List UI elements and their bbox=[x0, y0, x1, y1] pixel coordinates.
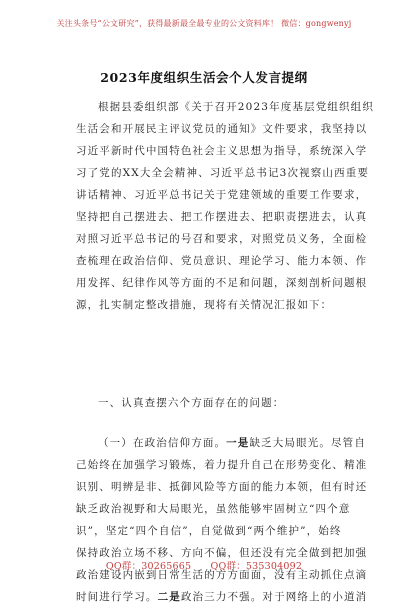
intro-line: 习了党的XX大全会精神、习近平总书记3次视察山西重要 bbox=[76, 167, 370, 179]
intro-line: 根据县委组织部《关于召开2023年度基层党组织组织 bbox=[98, 101, 374, 113]
last-line-rest: 政治三力不强。对于网络上的小道消 bbox=[180, 591, 368, 603]
last-line bbox=[76, 586, 368, 608]
sub-lead-bold: 一是 bbox=[226, 437, 250, 449]
sub-line: 己始终在加强学习锻炼，着力提升自己在形势变化、精准 bbox=[76, 459, 368, 471]
section-heading-block bbox=[76, 392, 342, 414]
intro-line: 对照习近平总书记的号召和要求，对照党员义务，全面检 bbox=[76, 233, 368, 245]
intro-line: 生活会和开展民主评议党员的通知》文件要求，我坚持以 bbox=[76, 123, 368, 135]
section-heading: 一、认真查摆六个方面存在的问题： bbox=[98, 397, 285, 409]
sub-line: 政治建设内嵌到日常生活的方方面面，没有主动抓住点滴 bbox=[76, 569, 368, 581]
intro-line: 用发挥、纪律作风等方面的不足和问题，深刻剖析问题根 bbox=[76, 277, 368, 289]
qq-group-2: QQ群：535304092 bbox=[210, 561, 303, 572]
sub-line: 识”，坚定“四个自信”，自觉做到“两个维护”，始终 bbox=[76, 525, 342, 537]
sub-line: 保持政治立场不移、方向不偏，但还没有完全做到把加强 bbox=[76, 547, 368, 559]
political-belief-paragraph bbox=[76, 432, 368, 608]
sub-lead-line bbox=[76, 432, 366, 454]
sub-lead-rest: 缺乏大局眼光。尽管自 bbox=[249, 437, 366, 449]
sub-line: 缺乏政治视野和大局眼光，虽然能够牢固树立“四个意 bbox=[76, 503, 351, 515]
intro-line: 坚持把自己摆进去、把工作摆进去、把职责摆进去，认真 bbox=[76, 211, 368, 223]
sub-lead: （一）在政治信仰方面。 bbox=[98, 437, 227, 449]
document-title: 2023年度组织生活会个人发言提纲 bbox=[100, 70, 308, 85]
intro-line: 查梳理在政治信仰、党员意识、理论学习、能力本领、作 bbox=[76, 255, 368, 267]
sub-line: 识别、明辨是非、抵御风险等方面的能力本领，但有时还 bbox=[76, 481, 368, 493]
intro-paragraph bbox=[76, 96, 374, 316]
intro-line: 讲话精神、习近平总书记关于党建领域的重要工作要求， bbox=[76, 189, 368, 201]
qq-group-1: QQ群：30265665 bbox=[105, 561, 192, 572]
last-line-start: 时间进行学习。 bbox=[76, 591, 158, 603]
intro-line: 习近平新时代中国特色社会主义思想为指导，系统深入学 bbox=[76, 145, 368, 157]
top-banner: 关注头条号“公文研究”，获得最新最全最专业的公文资料库！ 微信：gongwenyj bbox=[56, 19, 352, 28]
last-line-bold: 二是 bbox=[157, 591, 181, 603]
intro-line: 源，扎实制定整改措施，现将有关情况汇报如下： bbox=[76, 299, 333, 311]
bottom-footer bbox=[0, 558, 408, 572]
